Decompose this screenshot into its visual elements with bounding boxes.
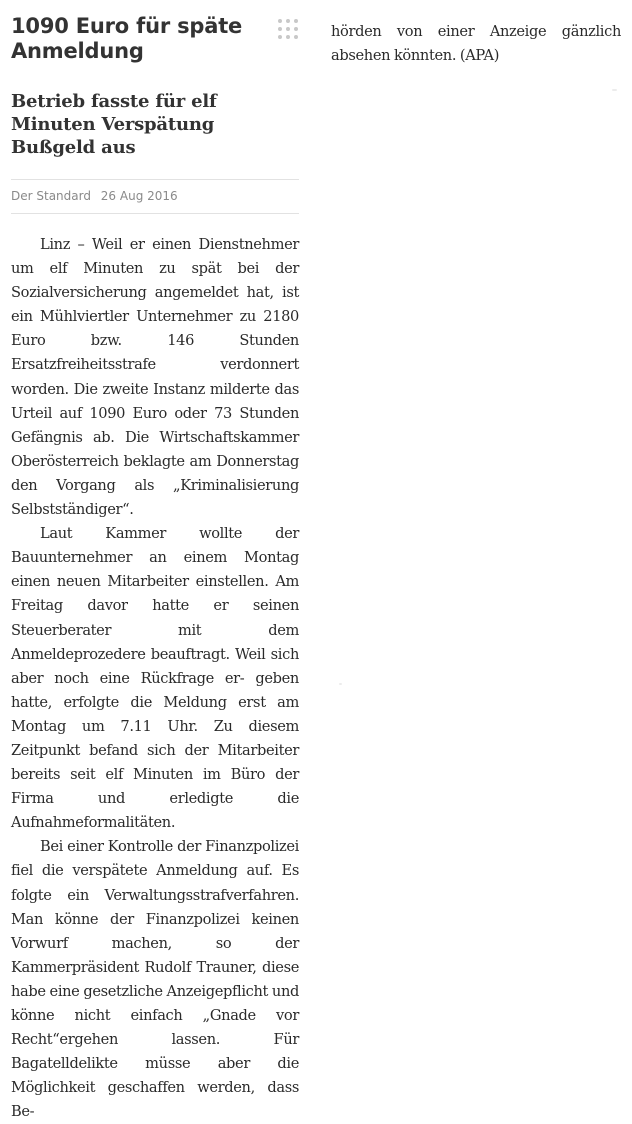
article-meta bbox=[11, 179, 299, 214]
article-headline: 1090 Euro für späte Anmeldung bbox=[11, 14, 243, 63]
scan-speck bbox=[339, 683, 342, 685]
grip-dot bbox=[278, 19, 282, 23]
article-date: 26 Aug 2016 bbox=[100, 189, 178, 203]
grip-dot bbox=[286, 27, 290, 31]
article-source: Der Standard bbox=[11, 189, 91, 203]
scan-speck bbox=[612, 89, 617, 91]
grip-dot bbox=[278, 27, 282, 31]
grip-dot bbox=[294, 19, 298, 23]
grip-dot bbox=[294, 27, 298, 31]
drag-handle-icon[interactable] bbox=[278, 19, 300, 41]
article-body bbox=[11, 233, 299, 1124]
article-column-right bbox=[331, 20, 621, 68]
article-paragraph: Bei einer Kontrolle der Finanzpolizei fiel die verspätete Anmeldung auf. Es folgte ein Verwaltungsstrafverfahren. Man könne der Finanzpolizei keinen Vorwurf machen, so der Kammerpräsident Rudolf Trauner, diese habe eine gesetzliche Anzeigepflicht und könne nicht einfach „Gnade vor Recht“ergehen lassen. Für Bagatelldelikte müsse aber die Möglichkeit geschaffen werden, dass Be- bbox=[11, 838, 299, 1121]
article-paragraph-continuation: hörden von einer Anzeige gänzlich absehen könnten. (APA) bbox=[331, 23, 621, 65]
grip-dot bbox=[286, 19, 290, 23]
grip-dot bbox=[294, 35, 298, 39]
article-paragraph: Linz – Weil er einen Dienstnehmer um elf Minuten zu spät bei der Sozialversicherung angemeldet hat, ist ein Mühlviertler Unternehmer zu 2180 Euro bzw. 146 Stunden Ersatzfreiheitsstrafe verdonnert worden. Die zweite Instanz milderte das Urteil auf 1090 Euro oder 73 Stunden Gefängnis ab. Die Wirtschaftskammer Oberösterreich beklagte am Donnerstag den Vorgang als „Kriminalisierung Selbstständiger“. bbox=[11, 236, 299, 519]
grip-dot bbox=[286, 35, 290, 39]
article-paragraph: Laut Kammer wollte der Bauunternehmer an einem Montag einen neuen Mitarbeiter einstellen. Am Freitag davor hatte er seinen Steuerberater mit dem Anmeldeprozedere beauftragt. Weil sich aber noch eine Rückfrage er- geben hatte, erfolgte die Meldung erst am Montag um 7.11 Uhr. Zu diesem Zeitpunkt befand sich der Mitarbeiter bereits seit elf Minuten im Büro der Firma und erledigte die Aufnahmeformalitäten. bbox=[11, 525, 299, 832]
article-column-left bbox=[11, 14, 299, 1124]
article-subheadline: Betrieb fasste für elf Minuten Verspätung Bußgeld aus bbox=[11, 91, 217, 158]
grip-dot bbox=[278, 35, 282, 39]
